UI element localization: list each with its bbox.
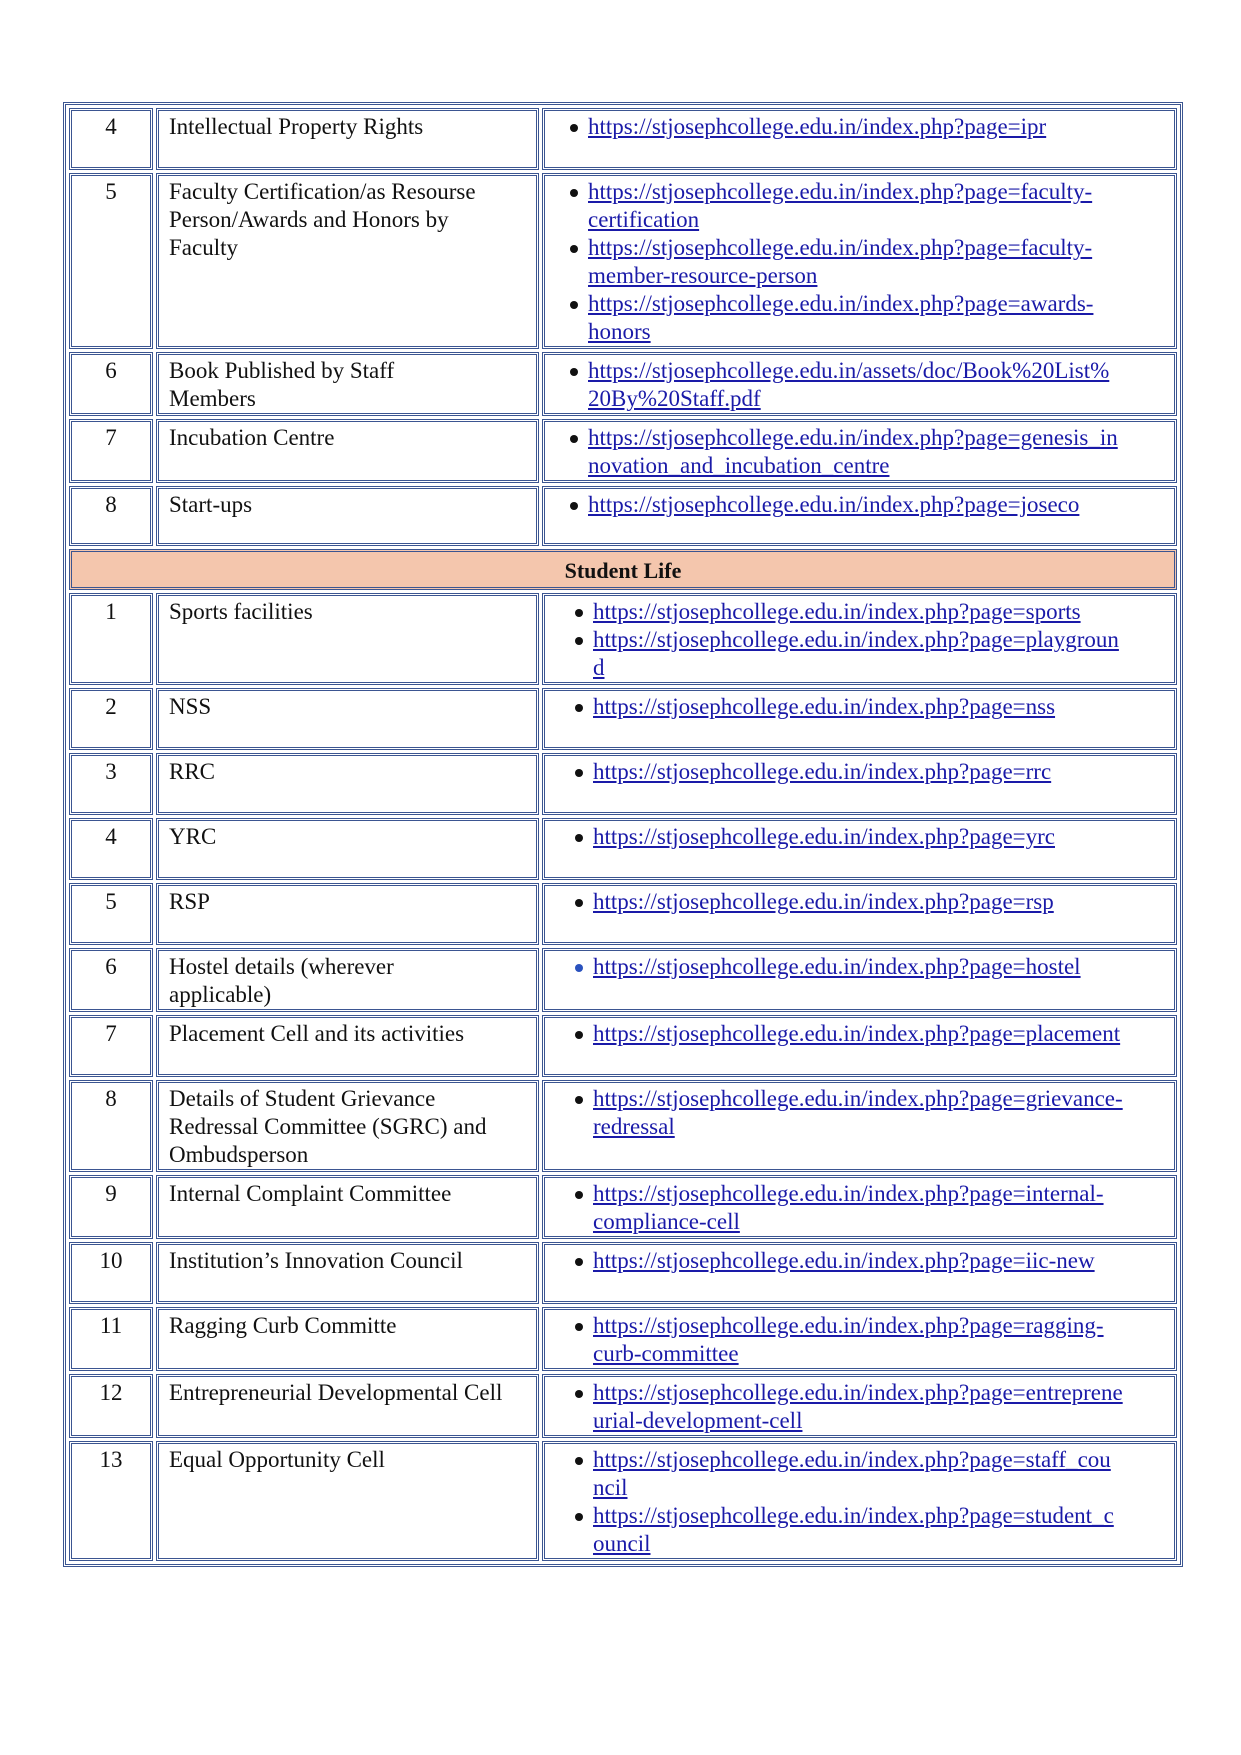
link-list: [553, 953, 1174, 981]
row-links: [542, 419, 1177, 483]
link-list-item: [553, 823, 1174, 851]
url-link[interactable]: [593, 1180, 1174, 1236]
row-label-line: Equal Opportunity Cell: [169, 1447, 385, 1472]
url-link[interactable]: [593, 1379, 1174, 1435]
url-link-line: https://stjosephcollege.edu.in/index.php?page=ipr: [588, 114, 1047, 139]
link-list-item: [553, 1379, 1174, 1435]
url-link-line: https://stjosephcollege.edu.in/index.php?page=ragging-: [593, 1313, 1104, 1338]
row-label-line: applicable): [169, 982, 272, 1007]
row-links: [542, 883, 1177, 945]
row-label: [156, 352, 539, 416]
row-label-line: NSS: [169, 694, 212, 719]
link-list: [553, 1312, 1174, 1368]
url-link[interactable]: [588, 424, 1174, 480]
url-link[interactable]: [588, 290, 1174, 346]
link-list-item: [553, 1020, 1174, 1048]
student-life-row-5: [69, 883, 1177, 945]
link-list: [553, 491, 1174, 519]
url-link-line: d: [593, 655, 605, 680]
link-list-item: [553, 1502, 1174, 1558]
row-label-line: Intellectual Property Rights: [169, 114, 424, 139]
row-links: [542, 1242, 1177, 1304]
url-link-line: https://stjosephcollege.edu.in/index.php?page=joseco: [588, 492, 1080, 517]
row-links: [542, 352, 1177, 416]
link-list-item: [553, 1085, 1174, 1141]
url-link-line: https://stjosephcollege.edu.in/index.php?page=grievance-: [593, 1086, 1123, 1111]
row-label-line: YRC: [169, 824, 217, 849]
row-number: 3: [69, 753, 153, 815]
url-link-line: https://stjosephcollege.edu.in/index.php?page=faculty-: [588, 235, 1093, 260]
row-links: [542, 173, 1177, 349]
url-link[interactable]: [588, 491, 1174, 519]
row-label: [156, 173, 539, 349]
url-link-line: novation_and_incubation_centre: [588, 453, 890, 478]
row-label-line: Members: [169, 386, 256, 411]
row-links: [542, 1015, 1177, 1077]
row-label: [156, 688, 539, 750]
student-life-row-9: [69, 1175, 1177, 1239]
row-label: [156, 1175, 539, 1239]
row-number: 12: [69, 1374, 153, 1438]
row-links: [542, 1441, 1177, 1561]
row-number: 7: [69, 419, 153, 483]
link-list: [553, 888, 1174, 916]
url-link[interactable]: [593, 626, 1174, 682]
row-label: [156, 1374, 539, 1438]
row-links: [542, 1080, 1177, 1172]
student-life-row-13: [69, 1441, 1177, 1561]
url-link-line: https://stjosephcollege.edu.in/index.php?page=iic-new: [593, 1248, 1095, 1273]
url-link[interactable]: [593, 1502, 1174, 1558]
row-links: [542, 1307, 1177, 1371]
top-row-5: [69, 173, 1177, 349]
row-label: [156, 1441, 539, 1561]
link-list-item: [553, 424, 1174, 480]
url-link[interactable]: [588, 357, 1174, 413]
student-life-row-4: [69, 818, 1177, 880]
url-link-line: ouncil: [593, 1531, 651, 1556]
row-label-line: Faculty Certification/as Resourse: [169, 179, 476, 204]
row-label: [156, 818, 539, 880]
row-label-line: Redressal Committee (SGRC) and: [169, 1114, 487, 1139]
url-link[interactable]: [593, 758, 1174, 786]
url-link-line: compliance-cell: [593, 1209, 740, 1234]
link-list: [553, 1020, 1174, 1048]
url-link-line: https://stjosephcollege.edu.in/index.php?page=hostel: [593, 954, 1081, 979]
url-link-line: https://stjosephcollege.edu.in/index.php?page=staff_cou: [593, 1447, 1111, 1472]
row-number: 11: [69, 1307, 153, 1371]
student-life-row-1: [69, 593, 1177, 685]
url-link[interactable]: [593, 693, 1174, 721]
row-number: 4: [69, 108, 153, 170]
row-label-line: Incubation Centre: [169, 425, 335, 450]
row-links: [542, 688, 1177, 750]
url-link-line: certification: [588, 207, 700, 232]
link-list: [553, 758, 1174, 786]
row-label-line: Book Published by Staff: [169, 358, 395, 383]
link-list-item: [553, 1180, 1174, 1236]
row-links: [542, 948, 1177, 1012]
row-label-line: Details of Student Grievance: [169, 1086, 436, 1111]
link-list-item: [553, 758, 1174, 786]
url-link[interactable]: [593, 1020, 1174, 1048]
student-life-row-7: [69, 1015, 1177, 1077]
link-list: [553, 178, 1174, 346]
row-label: [156, 753, 539, 815]
url-link[interactable]: [593, 1247, 1174, 1275]
row-label-line: Hostel details (wherever: [169, 954, 394, 979]
student-life-row-11: [69, 1307, 1177, 1371]
student-life-row-2: [69, 688, 1177, 750]
url-link-line: 20By%20Staff.pdf: [588, 386, 761, 411]
row-label-line: Start-ups: [169, 492, 253, 517]
url-link-line: https://stjosephcollege.edu.in/index.php?page=rsp: [593, 889, 1054, 914]
url-link[interactable]: [593, 598, 1174, 626]
row-links: [542, 1175, 1177, 1239]
top-row-7: [69, 419, 1177, 483]
link-list-item: [553, 491, 1174, 519]
student-life-row-10: [69, 1242, 1177, 1304]
row-number: 13: [69, 1441, 153, 1561]
row-links: [542, 818, 1177, 880]
link-list-item: [553, 234, 1174, 290]
link-list: [553, 693, 1174, 721]
link-list: [553, 1379, 1174, 1435]
row-links: [542, 593, 1177, 685]
url-link[interactable]: [593, 1312, 1174, 1368]
row-number: 10: [69, 1242, 153, 1304]
link-list-item: [553, 1247, 1174, 1275]
row-links: [542, 486, 1177, 546]
row-label-line: RRC: [169, 759, 216, 784]
link-list: [553, 1446, 1174, 1558]
url-link-line: https://stjosephcollege.edu.in/index.php?page=awards-: [588, 291, 1094, 316]
link-list-item: [553, 953, 1174, 981]
link-list: [553, 1247, 1174, 1275]
row-label: [156, 419, 539, 483]
row-label-line: Placement Cell and its activities: [169, 1021, 465, 1046]
url-link-line: https://stjosephcollege.edu.in/index.php?page=placement: [593, 1021, 1121, 1046]
link-list: [553, 113, 1174, 141]
url-link[interactable]: [593, 1085, 1174, 1141]
top-row-6: [69, 352, 1177, 416]
row-number: 5: [69, 173, 153, 349]
url-link-line: redressal: [593, 1114, 675, 1139]
row-label: [156, 883, 539, 945]
row-label: [156, 108, 539, 170]
link-list: [553, 1180, 1174, 1236]
links-table-body: [69, 108, 1177, 1561]
url-link[interactable]: [593, 823, 1174, 851]
link-list-item: [553, 113, 1174, 141]
row-number: 4: [69, 818, 153, 880]
student-life-row-3: [69, 753, 1177, 815]
url-link-line: https://stjosephcollege.edu.in/index.php?page=playgroun: [593, 627, 1119, 652]
url-link-line: ncil: [593, 1475, 628, 1500]
row-label: [156, 486, 539, 546]
student-life-row-12: [69, 1374, 1177, 1438]
top-row-4: [69, 108, 1177, 170]
url-link-line: https://stjosephcollege.edu.in/assets/doc/Book%20List%: [588, 358, 1110, 383]
link-list-item: [553, 626, 1174, 682]
row-label-line: Entrepreneurial Developmental Cell: [169, 1380, 503, 1405]
row-label: [156, 1080, 539, 1172]
link-list: [553, 598, 1174, 682]
link-list-item: [553, 1446, 1174, 1502]
url-link-line: https://stjosephcollege.edu.in/index.php?page=yrc: [593, 824, 1055, 849]
student-life-row-8: [69, 1080, 1177, 1172]
url-link[interactable]: [593, 953, 1174, 981]
link-list-item: [553, 357, 1174, 413]
url-link[interactable]: [588, 113, 1174, 141]
row-number: 8: [69, 486, 153, 546]
url-link[interactable]: [588, 178, 1174, 234]
url-link-line: https://stjosephcollege.edu.in/index.php?page=genesis_in: [588, 425, 1118, 450]
row-number: 6: [69, 352, 153, 416]
link-list-item: [553, 178, 1174, 234]
row-label: [156, 1015, 539, 1077]
links-table: [63, 102, 1183, 1567]
link-list-item: [553, 598, 1174, 626]
row-label-line: Person/Awards and Honors by: [169, 207, 449, 232]
row-label: [156, 948, 539, 1012]
row-number: 1: [69, 593, 153, 685]
row-number: 2: [69, 688, 153, 750]
row-number: 8: [69, 1080, 153, 1172]
row-number: 7: [69, 1015, 153, 1077]
link-list: [553, 1085, 1174, 1141]
link-list-item: [553, 888, 1174, 916]
link-list: [553, 823, 1174, 851]
row-label-line: Faculty: [169, 235, 238, 260]
url-link[interactable]: [588, 234, 1174, 290]
row-label: [156, 1307, 539, 1371]
link-list: [553, 357, 1174, 413]
row-links: [542, 1374, 1177, 1438]
url-link-line: honors: [588, 319, 651, 344]
url-link-line: https://stjosephcollege.edu.in/index.php?page=entreprene: [593, 1380, 1123, 1405]
url-link[interactable]: [593, 888, 1174, 916]
row-label-line: Institution’s Innovation Council: [169, 1248, 463, 1273]
row-number: 9: [69, 1175, 153, 1239]
row-label-line: Sports facilities: [169, 599, 313, 624]
row-number: 5: [69, 883, 153, 945]
url-link-line: https://stjosephcollege.edu.in/index.php?page=internal-: [593, 1181, 1104, 1206]
url-link-line: urial-development-cell: [593, 1408, 803, 1433]
row-label: [156, 593, 539, 685]
url-link-line: https://stjosephcollege.edu.in/index.php?page=faculty-: [588, 179, 1093, 204]
row-links: [542, 753, 1177, 815]
top-row-8: [69, 486, 1177, 546]
link-list-item: [553, 290, 1174, 346]
section-header-row: [69, 549, 1177, 590]
row-label-line: Ombudsperson: [169, 1142, 309, 1167]
link-list: [553, 424, 1174, 480]
link-list-item: [553, 693, 1174, 721]
url-link-line: curb-committee: [593, 1341, 739, 1366]
url-link-line: https://stjosephcollege.edu.in/index.php?page=student_c: [593, 1503, 1114, 1528]
row-label-line: RSP: [169, 889, 210, 914]
url-link-line: https://stjosephcollege.edu.in/index.php?page=rrc: [593, 759, 1052, 784]
row-number: 6: [69, 948, 153, 1012]
row-links: [542, 108, 1177, 170]
url-link-line: member-resource-person: [588, 263, 818, 288]
row-label: [156, 1242, 539, 1304]
url-link[interactable]: [593, 1446, 1174, 1502]
row-label-line: Internal Complaint Committee: [169, 1181, 452, 1206]
url-link-line: https://stjosephcollege.edu.in/index.php?page=sports: [593, 599, 1081, 624]
row-label-line: Ragging Curb Committe: [169, 1313, 397, 1338]
section-title: Student Life: [69, 549, 1177, 590]
url-link-line: https://stjosephcollege.edu.in/index.php?page=nss: [593, 694, 1056, 719]
student-life-row-6: [69, 948, 1177, 1012]
link-list-item: [553, 1312, 1174, 1368]
